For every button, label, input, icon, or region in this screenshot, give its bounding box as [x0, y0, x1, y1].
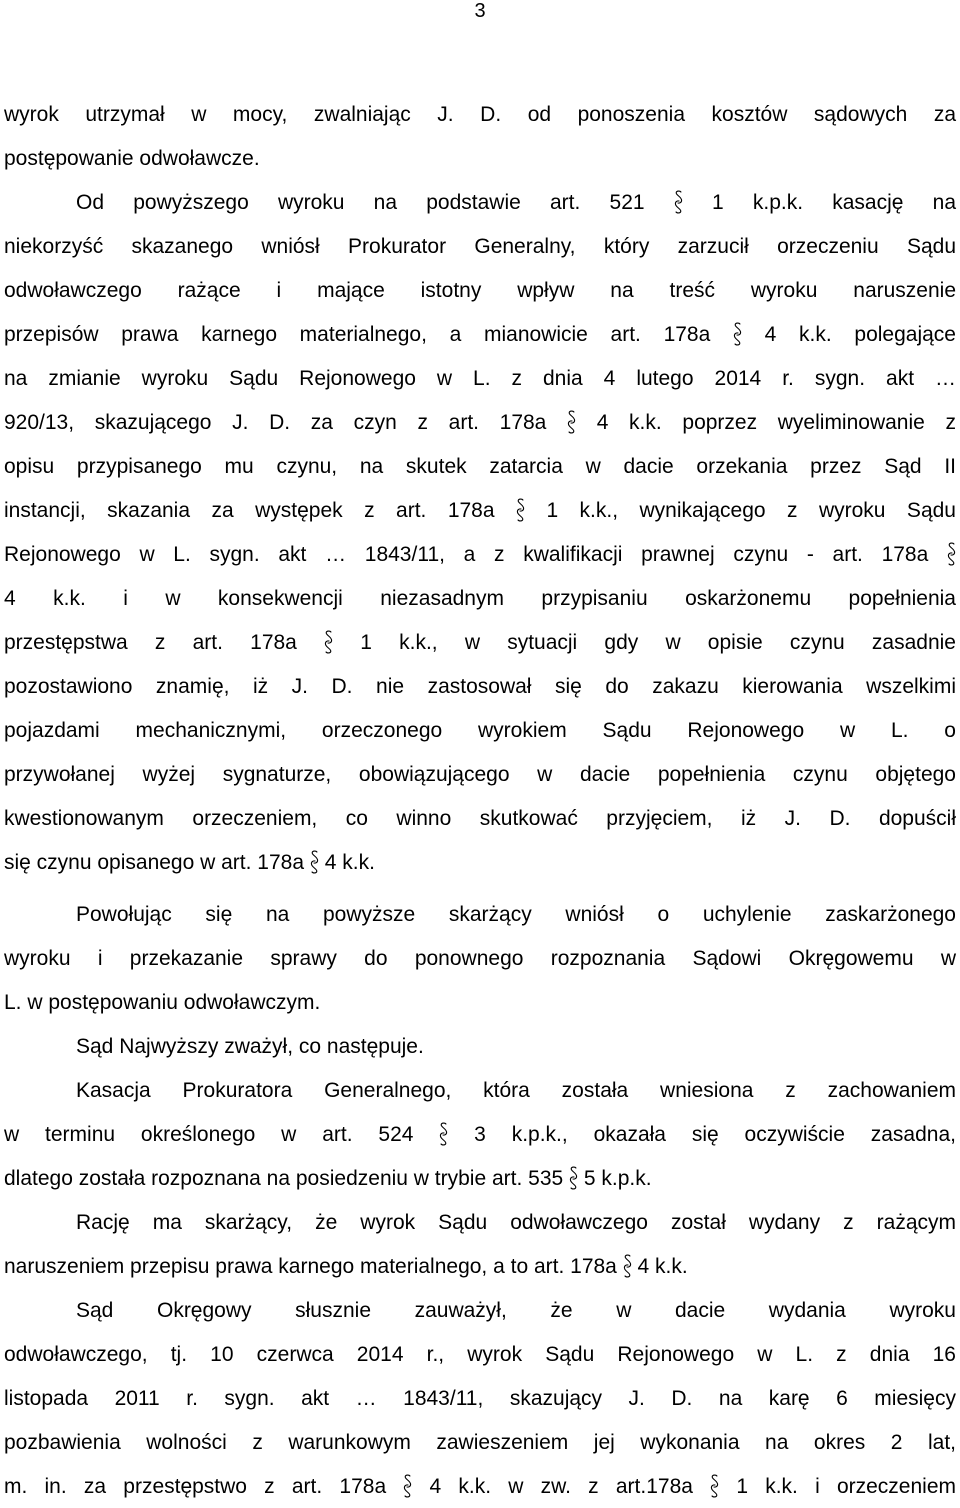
text-line: instancji, skazania za występek z art. 178a 1 k.k., wynikającego z wyroku Sądu: [4, 499, 956, 522]
text-line: odwoławczego rażące i mające istotny wpływ na treść wyroku naruszenie: [4, 279, 956, 302]
text-line: na zmianie wyroku Sądu Rejonowego w L. z dnia 4 lutego 2014 r. sygn. akt …: [4, 367, 956, 390]
text-line: naruszeniem przepisu prawa karnego materialnego, a to art. 178a 4 k.k.: [4, 1255, 688, 1278]
page-number: 3: [474, 0, 486, 22]
text-line: 4 k.k. i w konsekwencji niezasadnym przypisaniu oskarżonemu popełnienia: [4, 587, 956, 610]
text-line: wyroku i przekazanie sprawy do ponownego rozpoznania Sądowi Okręgowemu w: [4, 947, 956, 970]
text-line: Powołując się na powyższe skarżący wniósł o uchylenie zaskarżonego: [76, 903, 956, 926]
text-line: przepisów prawa karnego materialnego, a mianowicie art. 178a 4 k.k. polegające: [4, 323, 956, 346]
section-sign-icon: [310, 849, 319, 875]
section-sign-icon: [623, 1253, 632, 1279]
text-line: Sąd Najwyższy zważył, co następuje.: [76, 1035, 424, 1058]
text-line: pozostawiono znamię, iż J. D. nie zastosował się do zakazu kierowania wszelkimi: [4, 675, 956, 698]
text-line: niekorzyść skazanego wniósł Prokurator Generalny, który zarzucił orzeczeniu Sądu: [4, 235, 956, 258]
section-sign-icon: [403, 1473, 412, 1499]
section-sign-icon: [324, 629, 333, 655]
text-line: odwoławczego, tj. 10 czerwca 2014 r., wyrok Sądu Rejonowego w L. z dnia 16: [4, 1343, 956, 1366]
section-sign-icon: [674, 189, 683, 215]
text-line: postępowanie odwoławcze.: [4, 147, 260, 170]
text-line: Od powyższego wyroku na podstawie art. 521 1 k.p.k. kasację na: [76, 191, 956, 214]
text-line: pojazdami mechanicznymi, orzeczonego wyrokiem Sądu Rejonowego w L. o: [4, 719, 956, 742]
text-line: 920/13, skazującego J. D. za czyn z art. 178a 4 k.k. poprzez wyeliminowanie z: [4, 411, 956, 434]
text-line: Kasacja Prokuratora Generalnego, która została wniesiona z zachowaniem: [76, 1079, 956, 1102]
section-sign-icon: [516, 497, 525, 523]
section-sign-icon: [567, 409, 576, 435]
section-sign-icon: [733, 321, 742, 347]
text-line: pozbawienia wolności z warunkowym zawieszeniem jej wykonania na okres 2 lat,: [4, 1431, 956, 1454]
section-sign-icon: [439, 1121, 448, 1147]
text-line: kwestionowanym orzeczeniem, co winno skutkować przyjęciem, iż J. D. dopuścił: [4, 807, 956, 830]
text-line: Rację ma skarżący, że wyrok Sądu odwoławczego został wydany z rażącym: [76, 1211, 956, 1234]
text-line: przywołanej wyżej sygnaturze, obowiązującego w dacie popełnienia czynu objętego: [4, 763, 956, 786]
text-line: listopada 2011 r. sygn. akt … 1843/11, skazujący J. D. na karę 6 miesięcy: [4, 1387, 956, 1410]
text-line: m. in. za przestępstwo z art. 178a 4 k.k. w zw. z art.178a 1 k.k. i orzeczeniem: [4, 1475, 956, 1498]
text-line: opisu przypisanego mu czynu, na skutek zatarcia w dacie orzekania przez Sąd II: [4, 455, 956, 478]
text-line: Rejonowego w L. sygn. akt … 1843/11, a z kwalifikacji prawnej czynu - art. 178a: [4, 540, 956, 570]
section-sign-icon: [947, 541, 956, 567]
text-line: się czynu opisanego w art. 178a 4 k.k.: [4, 851, 375, 874]
text-line: dlatego została rozpoznana na posiedzeniu w trybie art. 535 5 k.p.k.: [4, 1167, 652, 1190]
section-sign-icon: [569, 1165, 578, 1191]
text-line: wyrok utrzymał w mocy, zwalniając J. D. od ponoszenia kosztów sądowych za: [4, 103, 956, 126]
section-sign-icon: [710, 1473, 719, 1499]
text-line: Sąd Okręgowy słusznie zauważył, że w dacie wydania wyroku: [76, 1299, 956, 1322]
text-line: w terminu określonego w art. 524 3 k.p.k., okazała się oczywiście zasadna,: [4, 1123, 956, 1146]
text-line: L. w postępowaniu odwoławczym.: [4, 991, 321, 1014]
text-line: przestępstwa z art. 178a 1 k.k., w sytuacji gdy w opisie czynu zasadnie: [4, 631, 956, 654]
